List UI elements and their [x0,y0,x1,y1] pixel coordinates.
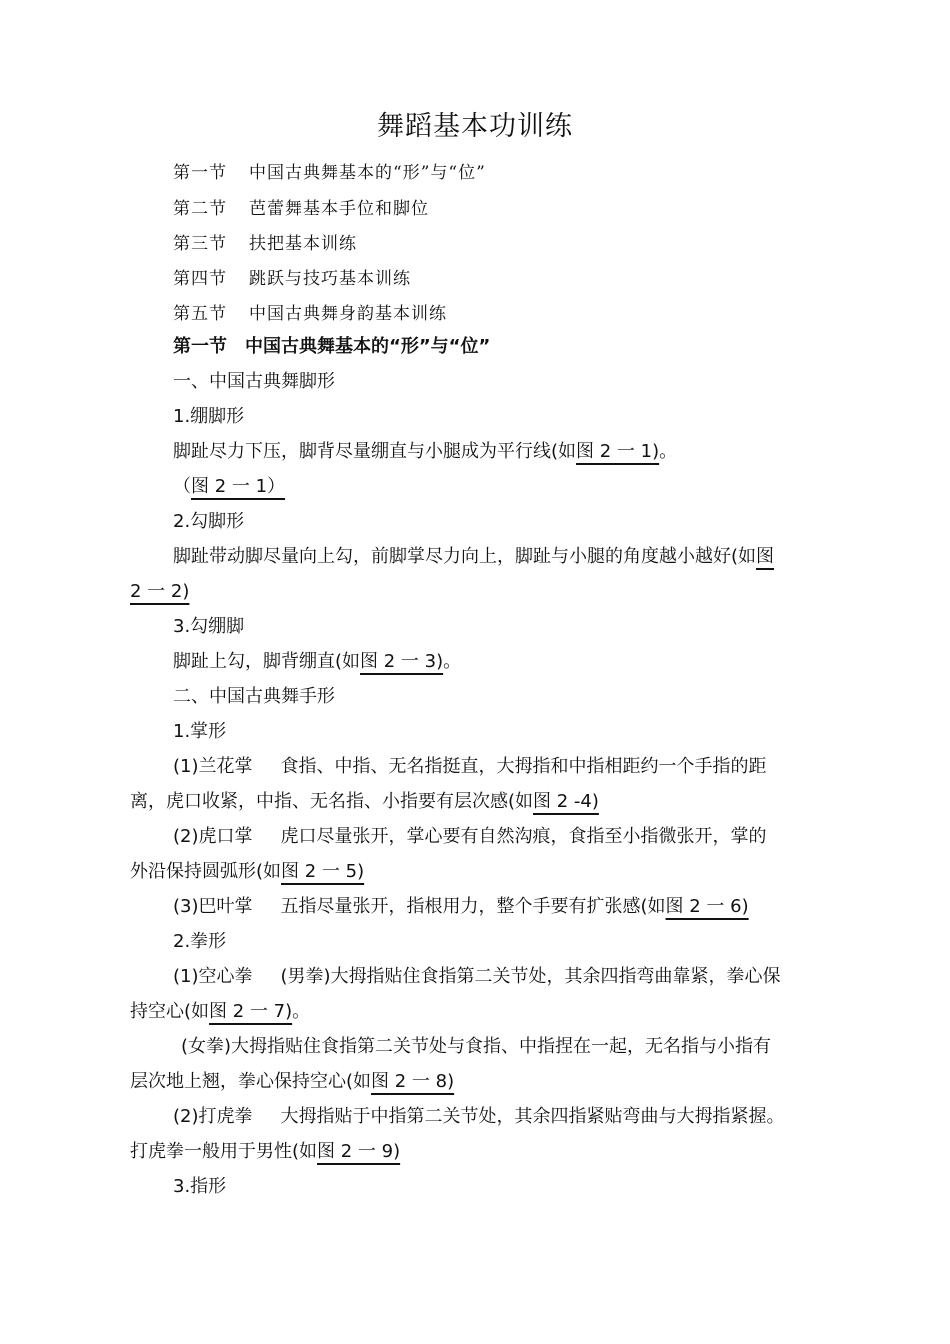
toc-number: 第五节 [173,304,227,324]
paragraph-text: 五指尽量张开，指根用力，整个手要有扩张感(如 [280,896,666,917]
term-label: (3)巴叶掌 [173,896,253,917]
subheading-flex-point: 3.勾绷脚 [173,616,245,637]
paragraph-flexed-foot-line1 [173,542,774,568]
paragraph-pointed-foot [173,437,677,463]
period: 。 [659,441,678,462]
paragraph-flex-point [173,647,461,673]
toc-text: 芭蕾舞基本手位和脚位 [249,199,429,219]
paragraph-text: 大拇指贴于中指第二关节处，其余四指紧贴弯曲与大拇指紧握。 [280,1106,785,1127]
figure-reference: 图 2 一 7) [209,1001,293,1022]
paragraph-text: 打虎拳一般用于男性(如 [130,1141,318,1162]
toc-number: 第三节 [173,234,227,254]
figure-reference: 图 2 一 9) [317,1141,401,1162]
figure-reference: 图 2 一 6) [665,896,749,917]
paragraph-text: 离，虎口收紧，中指、无名指、小指要有层次感(如 [130,791,534,812]
paragraph-text: 层次地上翘，拳心保持空心(如 [130,1071,372,1092]
toc-text: 跳跃与技巧基本训练 [249,269,411,289]
heading-foot-shapes: 一、中国古典舞脚形 [173,371,335,392]
figure-caption [173,472,285,498]
figure-reference: 图 2 一 1) [576,441,660,462]
term-label: (1)空心拳 [173,966,253,987]
toc-item-1 [173,158,486,183]
term-label: (2)打虎拳 [173,1106,253,1127]
section-heading: 第一节 中国古典舞基本的“形”与“位” [173,336,491,357]
paragraph-female-fist-line1: (女拳)大拇指贴住食指第二关节处与食指、中指捏在一起，无名指与小指有 [181,1036,772,1057]
term-label: (2)虎口掌 [173,826,253,847]
figure-reference: 图 2 一 3) [360,651,444,672]
toc-item-3 [173,229,357,254]
toc-text: 中国古典舞身韵基本训练 [249,304,447,324]
document-title: 舞蹈基本功训练 [377,111,573,142]
paragraph-text: (男拳)大拇指贴住食指第二关节处，其余四指弯曲靠紧，拳心保 [280,966,781,987]
paragraph-text: 脚趾尽力下压，脚背尽量绷直与小腿成为平行线(如 [173,441,577,462]
period: 。 [443,651,462,672]
paragraph-female-fist-line2 [130,1067,454,1093]
figure-reference: 图 2 一 8) [371,1071,455,1092]
paragraph-text: 持空心(如 [130,1001,210,1022]
toc-text: 中国古典舞基本的“形”与“位” [249,163,486,183]
paragraph-hollow-fist-line2 [130,997,310,1023]
figure-reference: 2 一 2) [130,581,190,602]
figure-reference: 图 2 一 5) [281,861,365,882]
heading-hand-shapes: 二、中国古典舞手形 [173,686,335,707]
paragraph-tiger-fist-line1 [173,1102,785,1128]
paragraph-orchid-palm-line1 [173,752,767,778]
paragraph-text: 脚趾带动脚尽量向上勾，前脚掌尽力向上，脚趾与小腿的角度越小越好(如 [173,546,757,567]
term-label: (1)兰花掌 [173,756,253,777]
paragraph-hollow-fist-line1 [173,962,781,988]
subheading-palm: 1.掌形 [173,721,227,742]
toc-number: 第二节 [173,199,227,219]
paragraph-tiger-palm-line2 [130,857,364,883]
toc-number: 第四节 [173,269,227,289]
paragraph-orchid-palm-line2 [130,787,599,813]
paragraph-text: 外沿保持圆弧形(如 [130,861,282,882]
toc-text: 扶把基本训练 [249,234,357,254]
subheading-finger: 3.指形 [173,1176,227,1197]
toc-item-2 [173,194,429,219]
paragraph-banana-palm [173,892,749,918]
subheading-pointed-foot: 1.绷脚形 [173,406,245,427]
toc-item-5 [173,299,447,324]
paragraph-text: 虎口尽量张开，掌心要有自然沟痕，食指至小指微张开，掌的 [280,826,767,847]
paragraph-tiger-palm-line1 [173,822,767,848]
paragraph-tiger-fist-line2 [130,1137,400,1163]
paragraph-flexed-foot-line2 [130,577,189,603]
figure-reference: 图 2 -4) [533,791,599,812]
figure-reference: 图 2 一 1） [191,476,286,497]
subheading-flexed-foot: 2.勾脚形 [173,511,245,532]
period: 。 [292,1001,311,1022]
subheading-fist: 2.拳形 [173,931,227,952]
paragraph-text: 食指、中指、无名指挺直，大拇指和中指相距约一个手指的距 [280,756,767,777]
paragraph-text: 脚趾上勾，脚背绷直(如 [173,651,361,672]
figure-reference: 图 [756,546,775,567]
toc-item-4 [173,264,411,289]
toc-number: 第一节 [173,163,227,183]
caption-bracket: （ [173,476,191,497]
